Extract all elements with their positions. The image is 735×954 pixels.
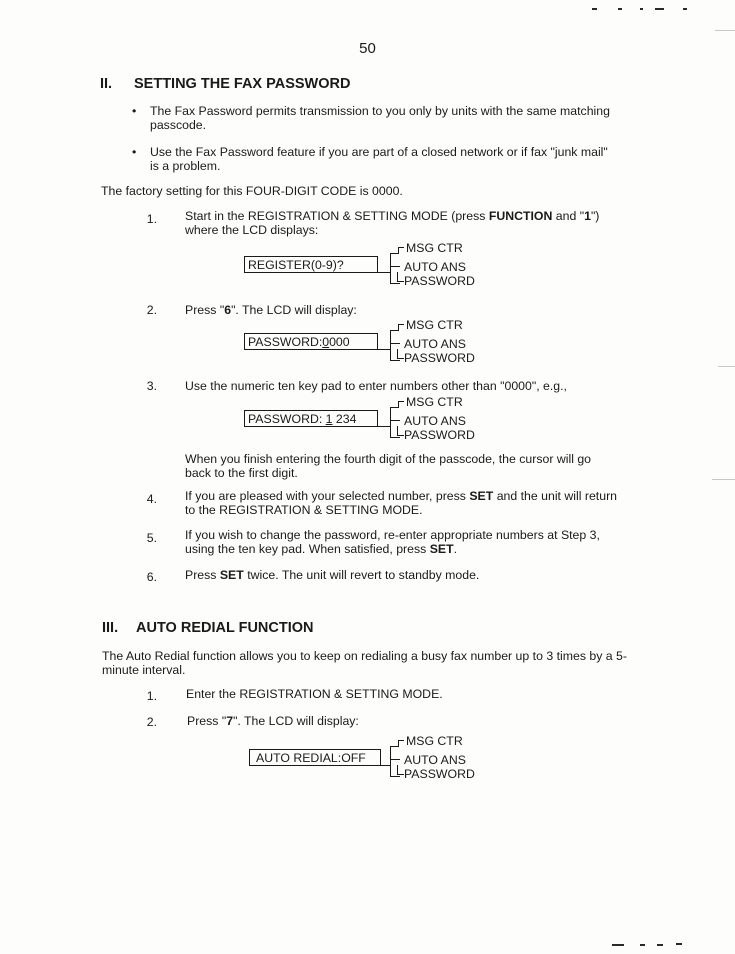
lcd-diagram-register [244,241,484,290]
bullet-item [150,145,608,173]
step-number: 3. [146,379,157,393]
step-number: 1. [146,212,157,226]
step-text: Use the numeric ten key pad to enter numbers other than "0000", e.g., [185,379,567,393]
lcd-diagram-password-example [244,395,484,444]
step-number: 6. [146,570,157,584]
step-number: 1. [146,689,157,703]
lcd-display: AUTO REDIAL:OFF [249,749,381,766]
bullet-text-line: Use the Fax Password feature if you are part of a closed network or if fax "junk mail" [150,145,608,159]
menu-label: PASSWORD [404,274,475,288]
section-number: III. [102,620,119,636]
section-number: II. [100,76,113,92]
bullet-item [150,104,610,132]
factory-setting-note: The factory setting for this FOUR-DIGIT CODE is 0000. [101,184,403,198]
step-text: If you are pleased with your selected number, press SET and the unit will return to the REGISTRATION & SETTING MODE. [185,489,618,517]
step-text: Start in the REGISTRATION & SETTING MODE (press FUNCTION and "1") where the LCD displays: [185,209,600,237]
menu-label: AUTO ANS [404,260,466,274]
page-number: 50 [359,40,376,57]
menu-label: PASSWORD [404,767,475,781]
lcd-diagram-auto-redial [249,734,489,783]
menu-label: MSG CTR [406,318,463,332]
step-number: 2. [146,303,157,317]
menu-label: MSG CTR [406,395,463,409]
bullet-text-line: passcode. [150,118,207,132]
bullet-text-line: The Fax Password permits transmission to you only by units with the same matching [150,104,610,118]
menu-label: AUTO ANS [404,753,466,767]
cursor-note: When you finish entering the fourth digit of the passcode, the cursor will go back to the first digit. [185,452,592,480]
step-text: If you wish to change the password, re-enter appropriate numbers at Step 3, using the ten key pad. When satisfied, press SET. [185,528,600,556]
step-number: 4. [146,492,157,506]
step-number: 2. [146,715,157,729]
lcd-display: PASSWORD: 1 234 [244,410,378,427]
menu-label: PASSWORD [404,428,475,442]
section-title: SETTING THE FAX PASSWORD [134,76,351,92]
menu-label: PASSWORD [404,351,475,365]
lcd-display: PASSWORD:0000 [244,333,378,350]
auto-redial-intro: The Auto Redial function allows you to keep on redialing a busy fax number up to 3 times by a 5- minute interval. [102,649,627,677]
bullet-text-line: is a problem. [150,159,221,173]
menu-label: AUTO ANS [404,337,466,351]
step-text: Press "6". The LCD will display: [185,303,357,317]
menu-label: AUTO ANS [404,414,466,428]
section-title: AUTO REDIAL FUNCTION [136,620,314,636]
step-number: 5. [146,531,157,545]
menu-label: MSG CTR [406,734,463,748]
step-text: Press "7". The LCD will display: [187,714,359,728]
lcd-display: REGISTER(0-9)? [244,256,378,273]
menu-label: MSG CTR [406,241,463,255]
bullet-icon: • [132,145,137,159]
section-heading-fax-password [100,77,350,91]
step-text: Enter the REGISTRATION & SETTING MODE. [186,687,443,701]
step-text: Press SET twice. The unit will revert to standby mode. [185,568,480,582]
section-heading-auto-redial [102,621,314,635]
lcd-diagram-password-default [244,318,484,367]
bullet-icon: • [132,104,137,118]
